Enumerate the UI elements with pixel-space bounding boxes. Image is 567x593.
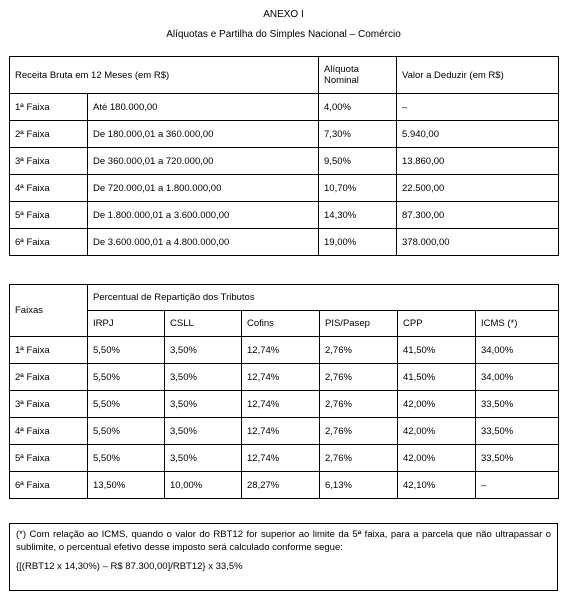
table-cell: 28,27% [242, 472, 320, 499]
header-faixas: Faixas [10, 285, 88, 337]
table-row [10, 229, 559, 256]
table-cell: 10,70% [319, 175, 397, 202]
table-cell: 42,00% [398, 391, 476, 418]
table-cell: 4,00% [319, 94, 397, 121]
table-row [10, 175, 559, 202]
table-cell: 12,74% [242, 337, 320, 364]
page-subtitle: Alíquotas e Partilha do Simples Nacional – Comércio [166, 29, 401, 40]
header-percentual-reparticao: Percentual de Repartição dos Tributos [88, 285, 559, 311]
table-cell: 33,50% [476, 418, 559, 445]
table-cell: 3,50% [165, 391, 242, 418]
table-cell: 3,50% [165, 418, 242, 445]
table-cell: De 1.800.000,01 a 3.600.000,00 [88, 202, 319, 229]
table-cell: 19,00% [319, 229, 397, 256]
table-cell: De 3.600.000,01 a 4.800.000,00 [88, 229, 319, 256]
table-row [10, 391, 559, 418]
table-cell: 2,76% [320, 445, 398, 472]
table-cell: 87.300,00 [397, 202, 559, 229]
table-cell: 22.500,00 [397, 175, 559, 202]
column-header: ICMS (*) [476, 311, 559, 337]
table-cell: 42,10% [398, 472, 476, 499]
table-row [10, 94, 559, 121]
table-cell: 2ª Faixa [10, 364, 88, 391]
table-cell: 3ª Faixa [10, 148, 88, 175]
table-cell: 12,74% [242, 391, 320, 418]
header-valor-deduzir: Valor a Deduzir (em R$) [397, 57, 559, 94]
table-header-row [10, 57, 559, 94]
table-cell: 34,00% [476, 364, 559, 391]
footnote-text: (*) Com relação ao ICMS, quando o valor do RBT12 for superior ao limite da 5ª faixa, para a parcela que não ultrapassar o sublimite, o percentual efetivo desse imposto será calculado conforme segue: [16, 529, 551, 553]
table-cell: 4ª Faixa [10, 418, 88, 445]
annex-title: ANEXO I [263, 9, 304, 20]
table-cell: 5,50% [88, 364, 165, 391]
table-row [10, 148, 559, 175]
table-cell: 2ª Faixa [10, 121, 88, 148]
table-cell: 3,50% [165, 337, 242, 364]
table-cell: 6,13% [320, 472, 398, 499]
table-cell: 34,00% [476, 337, 559, 364]
table-cell: 3,50% [165, 445, 242, 472]
table-row [10, 121, 559, 148]
column-header: Cofins [242, 311, 320, 337]
table-cell: 12,74% [242, 445, 320, 472]
table-cell: 5ª Faixa [10, 202, 88, 229]
table-cell: 3,50% [165, 364, 242, 391]
table-cell: – [476, 472, 559, 499]
table-cell: 6ª Faixa [10, 229, 88, 256]
icms-footnote [9, 523, 558, 591]
table-row [10, 337, 559, 364]
table-cell: 5ª Faixa [10, 445, 88, 472]
table-cell: 378.000,00 [397, 229, 559, 256]
column-header: PIS/Pasep [320, 311, 398, 337]
table-row [10, 445, 559, 472]
table-cell: 5,50% [88, 445, 165, 472]
table-cell: 2,76% [320, 418, 398, 445]
aliquotas-table [9, 56, 559, 256]
table-cell: 12,74% [242, 364, 320, 391]
table-cell: De 360.000,01 a 720.000,00 [88, 148, 319, 175]
table-cell: 13.860,00 [397, 148, 559, 175]
table-cell: Até 180.000,00 [88, 94, 319, 121]
table-header-row [10, 311, 559, 337]
table-cell: 4ª Faixa [10, 175, 88, 202]
header-aliquota-nominal: Alíquota Nominal [319, 57, 397, 94]
table-cell: 2,76% [320, 391, 398, 418]
table-cell: 5,50% [88, 391, 165, 418]
table-row [10, 364, 559, 391]
footnote-formula: {[(RBT12 x 14,30%) – R$ 87.300,00]/RBT12} x 33,5% [16, 561, 243, 572]
table-cell: 2,76% [320, 364, 398, 391]
table-cell: 2,76% [320, 337, 398, 364]
repartição-table [9, 284, 559, 499]
column-header: IRPJ [88, 311, 165, 337]
table-cell: 42,00% [398, 445, 476, 472]
table-cell: 5,50% [88, 418, 165, 445]
table-cell: 5.940,00 [397, 121, 559, 148]
table-cell: 10,00% [165, 472, 242, 499]
table-cell: 41,50% [398, 364, 476, 391]
table-cell: 1ª Faixa [10, 337, 88, 364]
table-cell: 5,50% [88, 337, 165, 364]
header-receita-bruta: Receita Bruta em 12 Meses (em R$) [10, 57, 319, 94]
column-header: CSLL [165, 311, 242, 337]
table-row [10, 418, 559, 445]
table-cell: 12,74% [242, 418, 320, 445]
table-cell: 1ª Faixa [10, 94, 88, 121]
table-cell: 7,30% [319, 121, 397, 148]
table-cell: 3ª Faixa [10, 391, 88, 418]
table-cell: 41,50% [398, 337, 476, 364]
table-cell: 33,50% [476, 445, 559, 472]
table-row [10, 472, 559, 499]
table-cell: 13,50% [88, 472, 165, 499]
table-cell: 9,50% [319, 148, 397, 175]
table-cell: De 180.000,01 a 360.000,00 [88, 121, 319, 148]
table-cell: – [397, 94, 559, 121]
table-cell: 42,00% [398, 418, 476, 445]
column-header: CPP [398, 311, 476, 337]
table-cell: 33,50% [476, 391, 559, 418]
table-cell: 14,30% [319, 202, 397, 229]
table-row [10, 202, 559, 229]
table-cell: De 720.000,01 a 1.800.000,00 [88, 175, 319, 202]
table-cell: 6ª Faixa [10, 472, 88, 499]
